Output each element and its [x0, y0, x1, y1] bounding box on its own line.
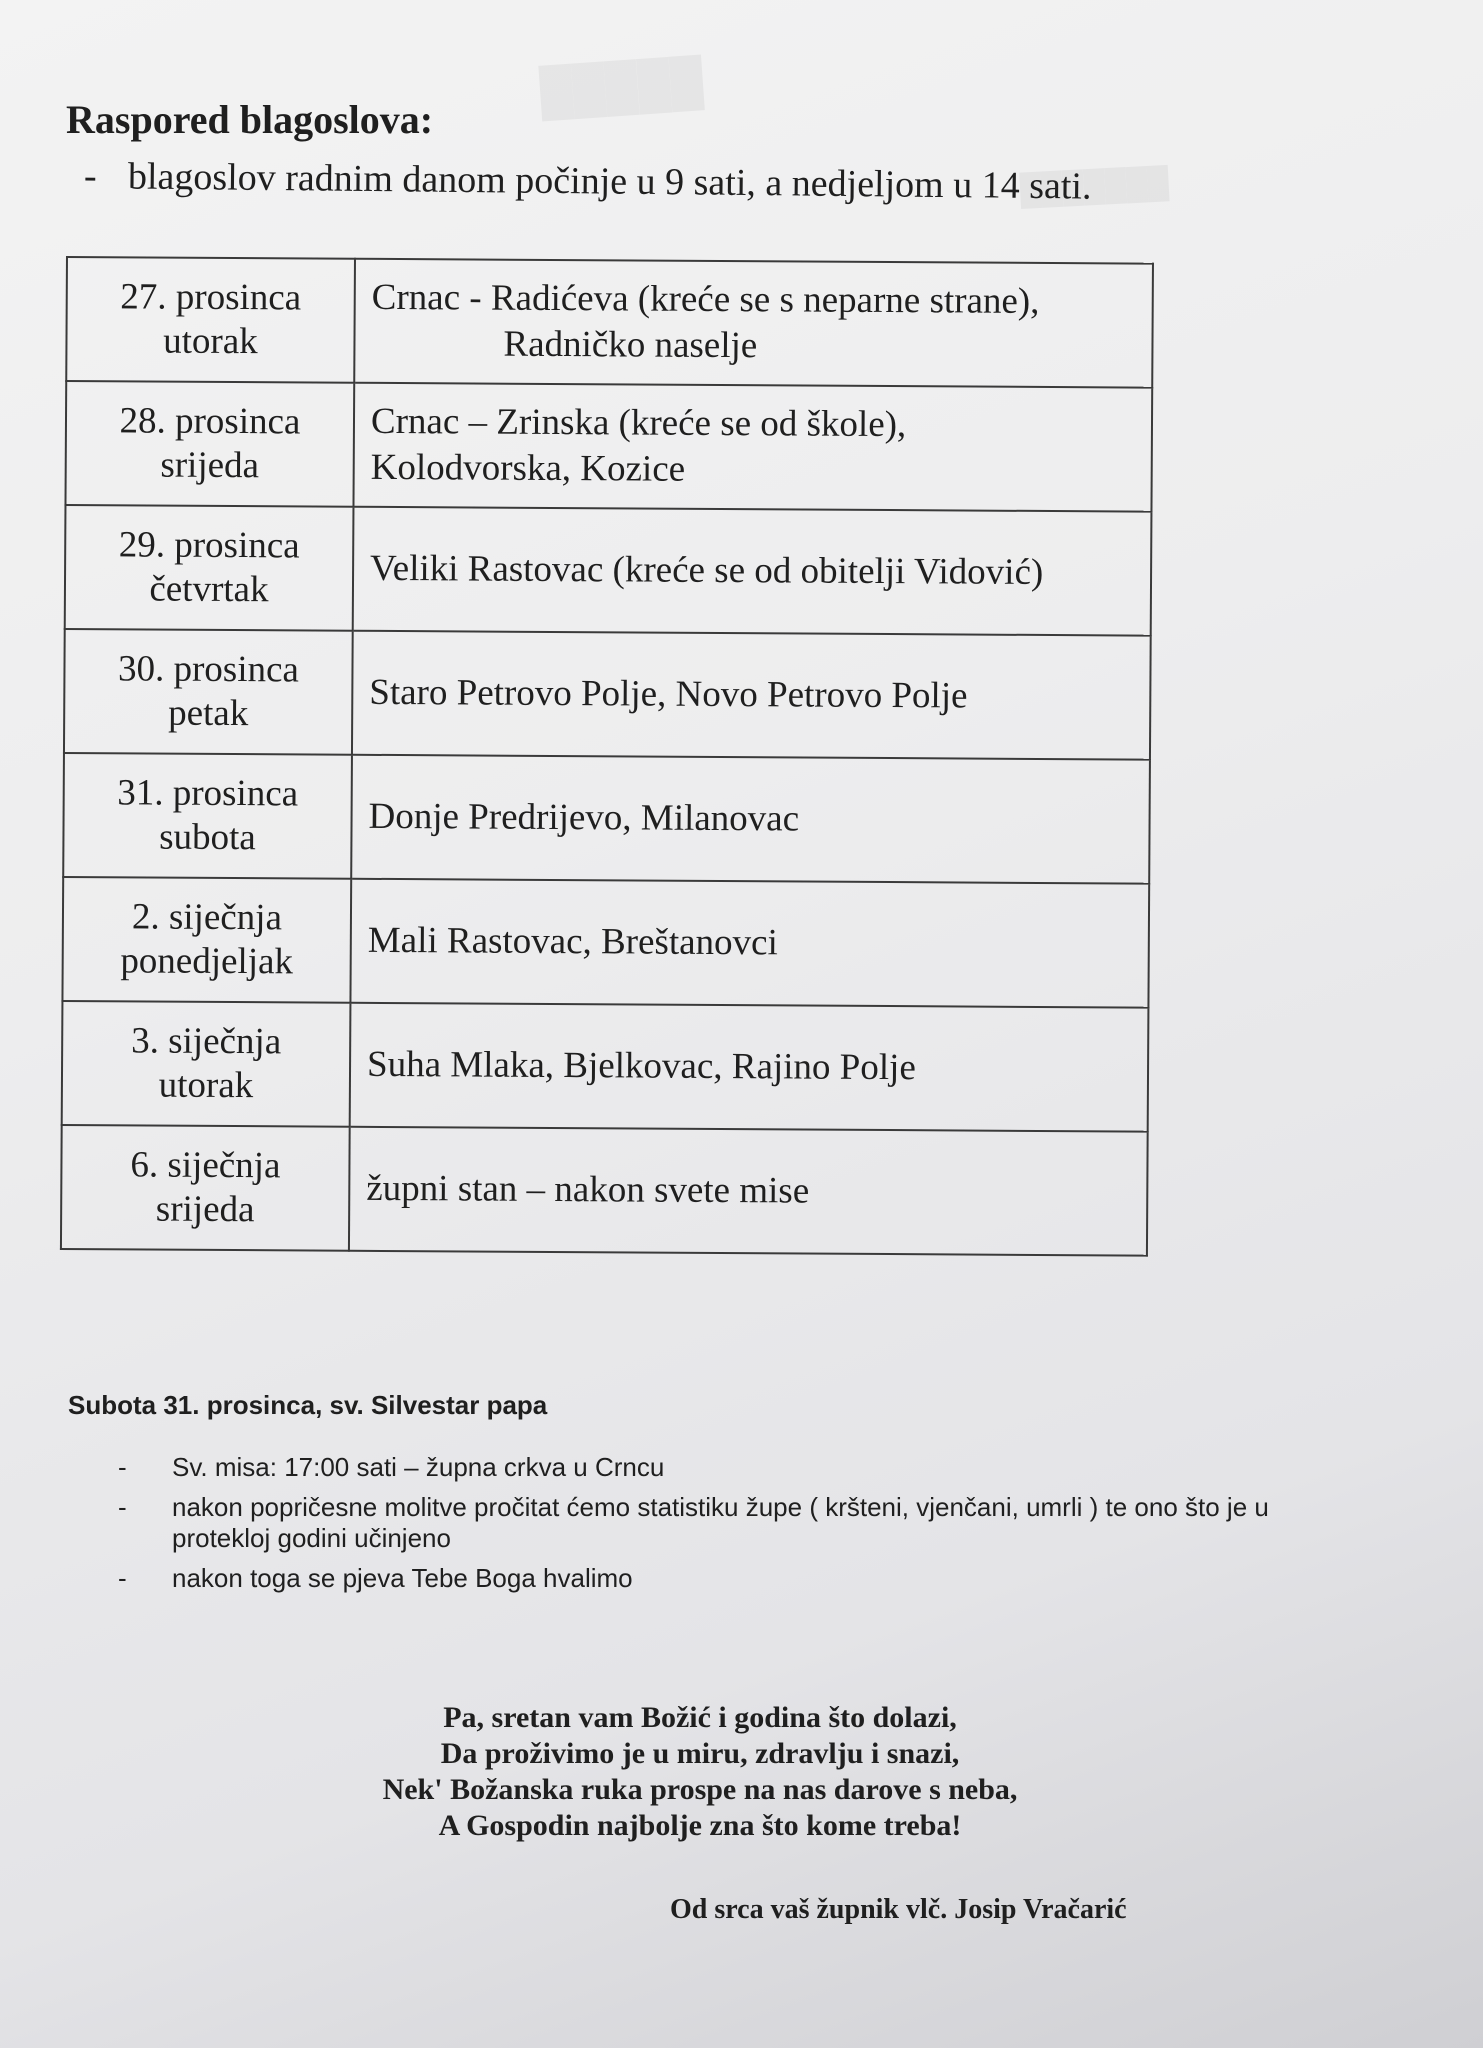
poem-line: Pa, sretan vam Božić i godina što dolazi, — [443, 1701, 957, 1734]
signature: Od srca vaš župnik vlč. Josip Vračarić — [670, 1894, 1127, 1925]
location-text: Radničko naselje — [503, 323, 758, 367]
christmas-poem — [300, 1700, 1100, 1844]
location-text: Staro Petrovo Polje, Novo Petrovo Polje — [369, 671, 968, 717]
date-label: 29. prosinca — [118, 524, 300, 567]
intro-bullet: - — [83, 155, 97, 198]
location-cell — [353, 383, 1152, 512]
date-cell — [62, 877, 351, 1003]
table-row — [61, 1125, 1148, 1256]
silvestar-event-list — [118, 1452, 1358, 1603]
table-row — [63, 753, 1150, 884]
silvestar-heading: Subota 31. prosinca, sv. Silvestar papa — [68, 1390, 548, 1420]
location-text: Donje Predrijevo, Milanovac — [368, 795, 800, 840]
table-row — [65, 381, 1152, 512]
location-text: Suha Mlaka, Bjelkovac, Rajino Polje — [366, 1043, 916, 1089]
intro-line — [84, 154, 1092, 209]
list-item-text: nakon toga se pjeva Tebe Boga hvalimo — [172, 1563, 633, 1593]
date-cell — [61, 1125, 350, 1251]
location-text: Kolodvorska, Kozice — [370, 446, 686, 490]
location-text: župni stan – nakon svete mise — [366, 1167, 810, 1212]
location-cell — [353, 507, 1152, 636]
date-label: 27. prosinca — [120, 276, 302, 319]
list-bullet: - — [118, 1563, 127, 1593]
location-text: Veliki Rastovac (kreće se od obitelji Vidović) — [369, 547, 1044, 593]
date-label: 3. siječnja — [131, 1020, 282, 1063]
poem-line: Da proživimo je u miru, zdravlju i snazi, — [440, 1737, 960, 1770]
poem-line: A Gospodin najbolje zna što kome treba! — [438, 1809, 962, 1842]
date-cell — [66, 257, 355, 383]
day-label: utorak — [163, 320, 258, 363]
date-cell — [63, 753, 352, 879]
date-label: 31. prosinca — [117, 772, 299, 815]
list-item-text: Sv. misa: 17:00 sati – župna crkva u Crncu — [172, 1452, 665, 1482]
date-label: 30. prosinca — [117, 648, 300, 691]
table-row — [62, 877, 1149, 1008]
location-cell — [351, 755, 1150, 884]
location-cell — [349, 1127, 1148, 1256]
list-item — [118, 1492, 1358, 1554]
list-item-text: nakon popričesne molitve pročitat ćemo statistiku župe ( kršteni, vjenčani, umrli ) te ono što je u proteklој godini učinjeno — [172, 1492, 1269, 1553]
location-text: Crnac - Radićeva (kreće se s neparne strane), — [371, 276, 1040, 322]
location-cell — [354, 259, 1153, 388]
intro-text: blagoslov radnim danom počinje u 9 sati, a nedjeljom u 14 sati. — [127, 155, 1092, 208]
day-label: petak — [168, 692, 249, 735]
location-cell — [352, 631, 1151, 760]
day-label: subota — [159, 816, 256, 859]
page-title: Raspored blagoslova: — [66, 97, 434, 142]
table-row — [65, 505, 1152, 636]
blessing-schedule-table — [60, 256, 1154, 1257]
date-cell — [62, 1001, 351, 1127]
list-bullet: - — [118, 1492, 127, 1522]
list-item — [118, 1563, 1358, 1594]
location-text: Crnac – Zrinska (kreće se od škole), — [370, 400, 907, 446]
date-cell — [65, 381, 354, 507]
date-label: 2. siječnja — [131, 896, 283, 939]
list-bullet: - — [118, 1452, 127, 1482]
table-row — [62, 1001, 1149, 1132]
bleed-through-mark — [538, 54, 704, 118]
day-label: srijeda — [160, 444, 260, 487]
location-cell — [350, 1003, 1149, 1132]
poem-line: Nek' Božanska ruka prospe na nas darove s neba, — [382, 1773, 1018, 1806]
table-row — [64, 629, 1151, 760]
date-label: 6. siječnja — [130, 1144, 281, 1187]
day-label: četvrtak — [149, 568, 269, 611]
list-item — [118, 1452, 1358, 1483]
location-cell — [350, 879, 1149, 1008]
date-label: 28. prosinca — [119, 400, 301, 443]
date-cell — [64, 629, 353, 755]
table-row — [66, 257, 1153, 388]
date-cell — [65, 505, 354, 631]
location-text: Mali Rastovac, Breštanovci — [367, 919, 778, 964]
day-label: ponedjeljak — [120, 940, 294, 983]
day-label: utorak — [158, 1064, 254, 1107]
day-label: srijeda — [155, 1188, 255, 1231]
